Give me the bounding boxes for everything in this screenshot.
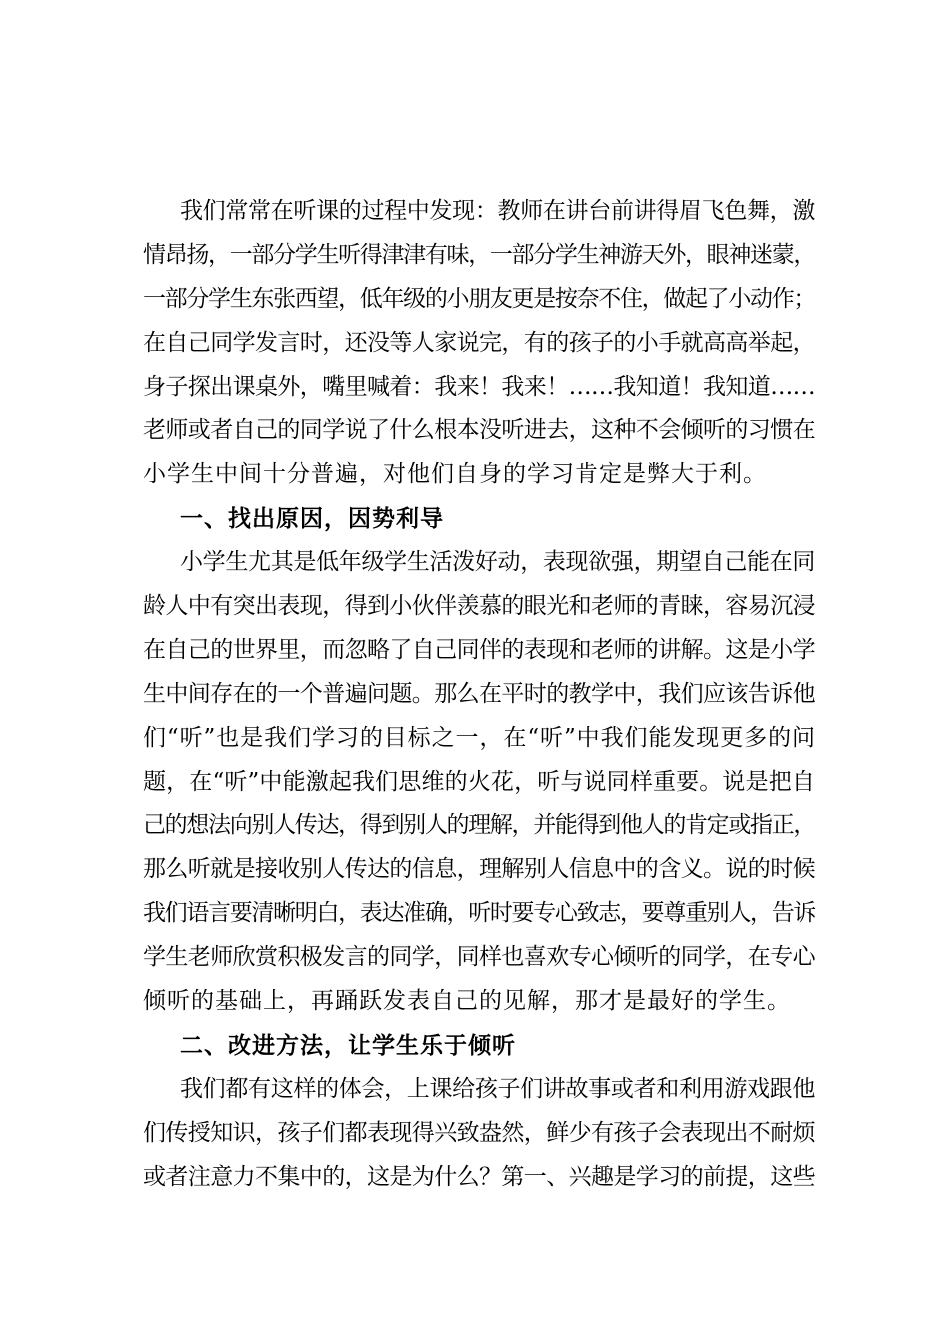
paragraph-line: 小学生中间十分普遍，对他们自身的学习肯定是弊大于利。 bbox=[143, 461, 767, 488]
paragraph-line: 在自己的世界里，而忽略了自己同伴的表现和老师的讲解。这是小学 bbox=[143, 636, 816, 663]
paragraph-line: 在自己同学发言时，还没等人家说完，有的孩子的小手就高高举起， bbox=[143, 329, 816, 356]
paragraph-line: 们“听”也是我们学习的目标之一，在“听”中我们能发现更多的问 bbox=[143, 724, 816, 751]
section-heading: 二、改进方法，让学生乐于倾听 bbox=[180, 1031, 516, 1059]
paragraph-line: 我们语言要清晰明白，表达准确，听时要专心致志，要尊重别人，告诉 bbox=[143, 900, 816, 927]
paragraph-line: 我们都有这样的体会，上课给孩子们讲故事或者和利用游戏跟他 bbox=[180, 1075, 816, 1102]
paragraph-line: 倾听的基础上，再踊跃发表自己的见解，那才是最好的学生。 bbox=[143, 988, 791, 1015]
section-heading: 一、找出原因，因势利导 bbox=[180, 505, 444, 533]
paragraph-line: 或者注意力不集中的，这是为什么？第一、兴趣是学习的前提，这些 bbox=[143, 1163, 816, 1190]
paragraph-line: 题，在“听”中能激起我们思维的火花，听与说同样重要。说是把自 bbox=[143, 768, 816, 795]
paragraph-line: 小学生尤其是低年级学生活泼好动，表现欲强，期望自己能在同 bbox=[180, 549, 816, 576]
paragraph-line: 情昂扬，一部分学生听得津津有味，一部分学生神游天外，眼神迷蒙， bbox=[143, 241, 816, 268]
paragraph-line: 生中间存在的一个普遍问题。那么在平时的教学中，我们应该告诉他 bbox=[143, 680, 816, 707]
paragraph-line: 己的想法向别人传达，得到别人的理解，并能得到他人的肯定或指正， bbox=[143, 812, 816, 839]
paragraph-line: 老师或者自己的同学说了什么根本没听进去，这种不会倾听的习惯在 bbox=[143, 417, 816, 444]
document-body bbox=[143, 190, 815, 1199]
paragraph-line: 身子探出课桌外，嘴里喊着：我来！我来！……我知道！我知道…… bbox=[143, 373, 816, 400]
paragraph-line: 我们常常在听课的过程中发现：教师在讲台前讲得眉飞色舞，激 bbox=[180, 198, 816, 224]
paragraph-line: 学生老师欣赏积极发言的同学，同样也喜欢专心倾听的同学，在专心 bbox=[143, 944, 816, 971]
paragraph-line: 龄人中有突出表现，得到小伙伴羡慕的眼光和老师的青睐，容易沉浸 bbox=[143, 593, 816, 620]
paragraph-line: 们传授知识，孩子们都表现得兴致盎然，鲜少有孩子会表现出不耐烦 bbox=[143, 1119, 816, 1146]
paragraph-line: 那么听就是接收别人传达的信息，理解别人信息中的含义。说的时候 bbox=[143, 856, 816, 883]
paragraph-line: 一部分学生东张西望，低年级的小朋友更是按奈不住，做起了小动作； bbox=[143, 285, 816, 312]
